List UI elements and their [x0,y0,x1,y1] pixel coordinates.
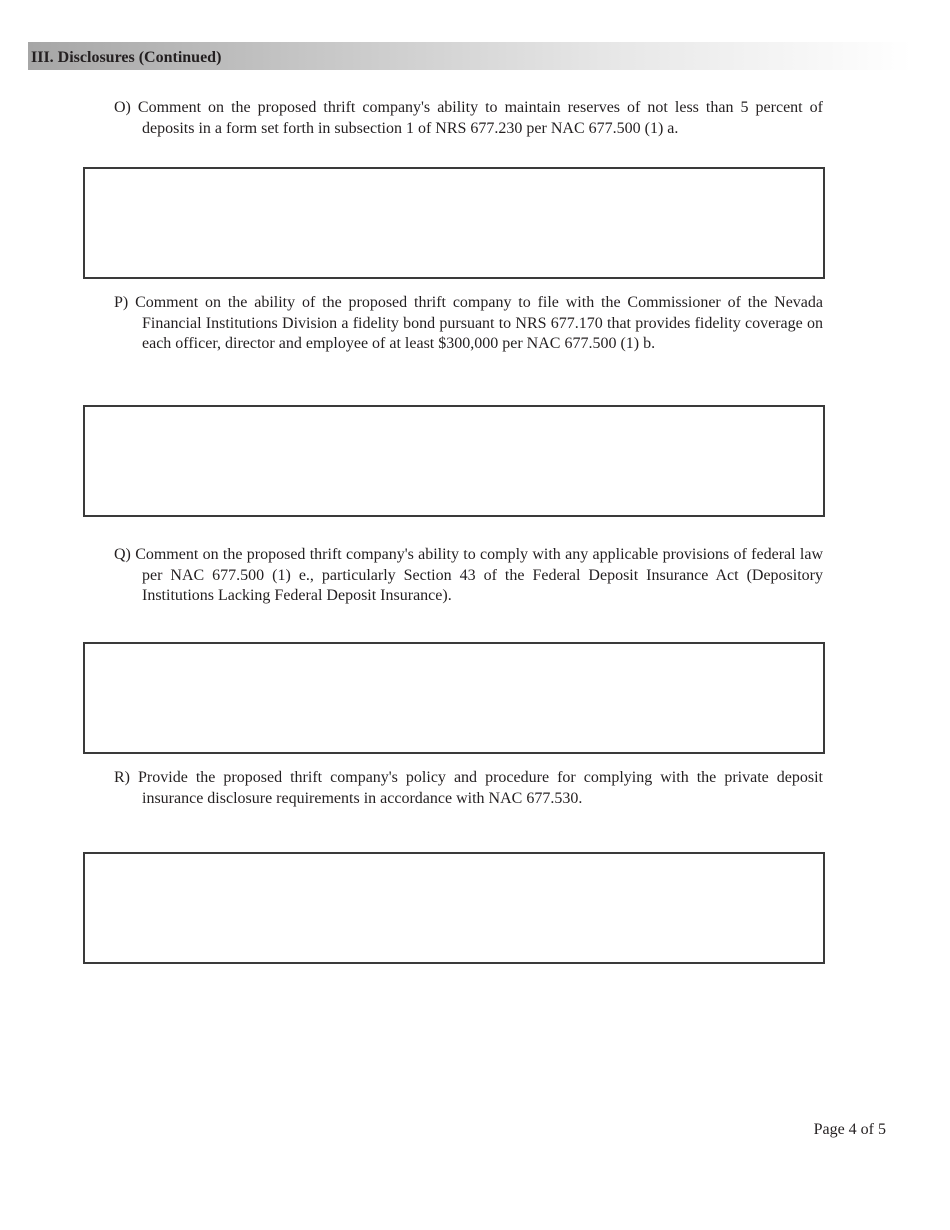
section-header: III. Disclosures (Continued) [28,42,912,70]
answer-box-p[interactable] [83,405,825,517]
question-p-text: P) Comment on the ability of the proposed thrift company to file with the Commissioner of the Nevada Financial Institutions Division a fidelity bond pursuant to NRS 677.170 that provides fidelity coverage on each officer, director and employee of at least $300,000 per NAC 677.500 (1) b. [114,294,823,352]
answer-box-r[interactable] [83,852,825,964]
page-number: Page 4 of 5 [813,1121,886,1138]
question-q-text: Q) Comment on the proposed thrift company's ability to comply with any applicable provisions of federal law per NAC 677.500 (1) e., particularly Section 43 of the Federal Deposit Insurance Act (Depository Institutions Lacking Federal Deposit Insurance). [114,546,823,604]
answer-box-o[interactable] [83,167,825,279]
question-o-text: O) Comment on the proposed thrift company's ability to maintain reserves of not less than 5 percent of deposits in a form set forth in subsection 1 of NRS 677.230 per NAC 677.500 (1) a. [114,99,823,137]
question-r-text: R) Provide the proposed thrift company's policy and procedure for complying with the private deposit insurance disclosure requirements in accordance with NAC 677.530. [114,769,823,807]
answer-box-q[interactable] [83,642,825,754]
